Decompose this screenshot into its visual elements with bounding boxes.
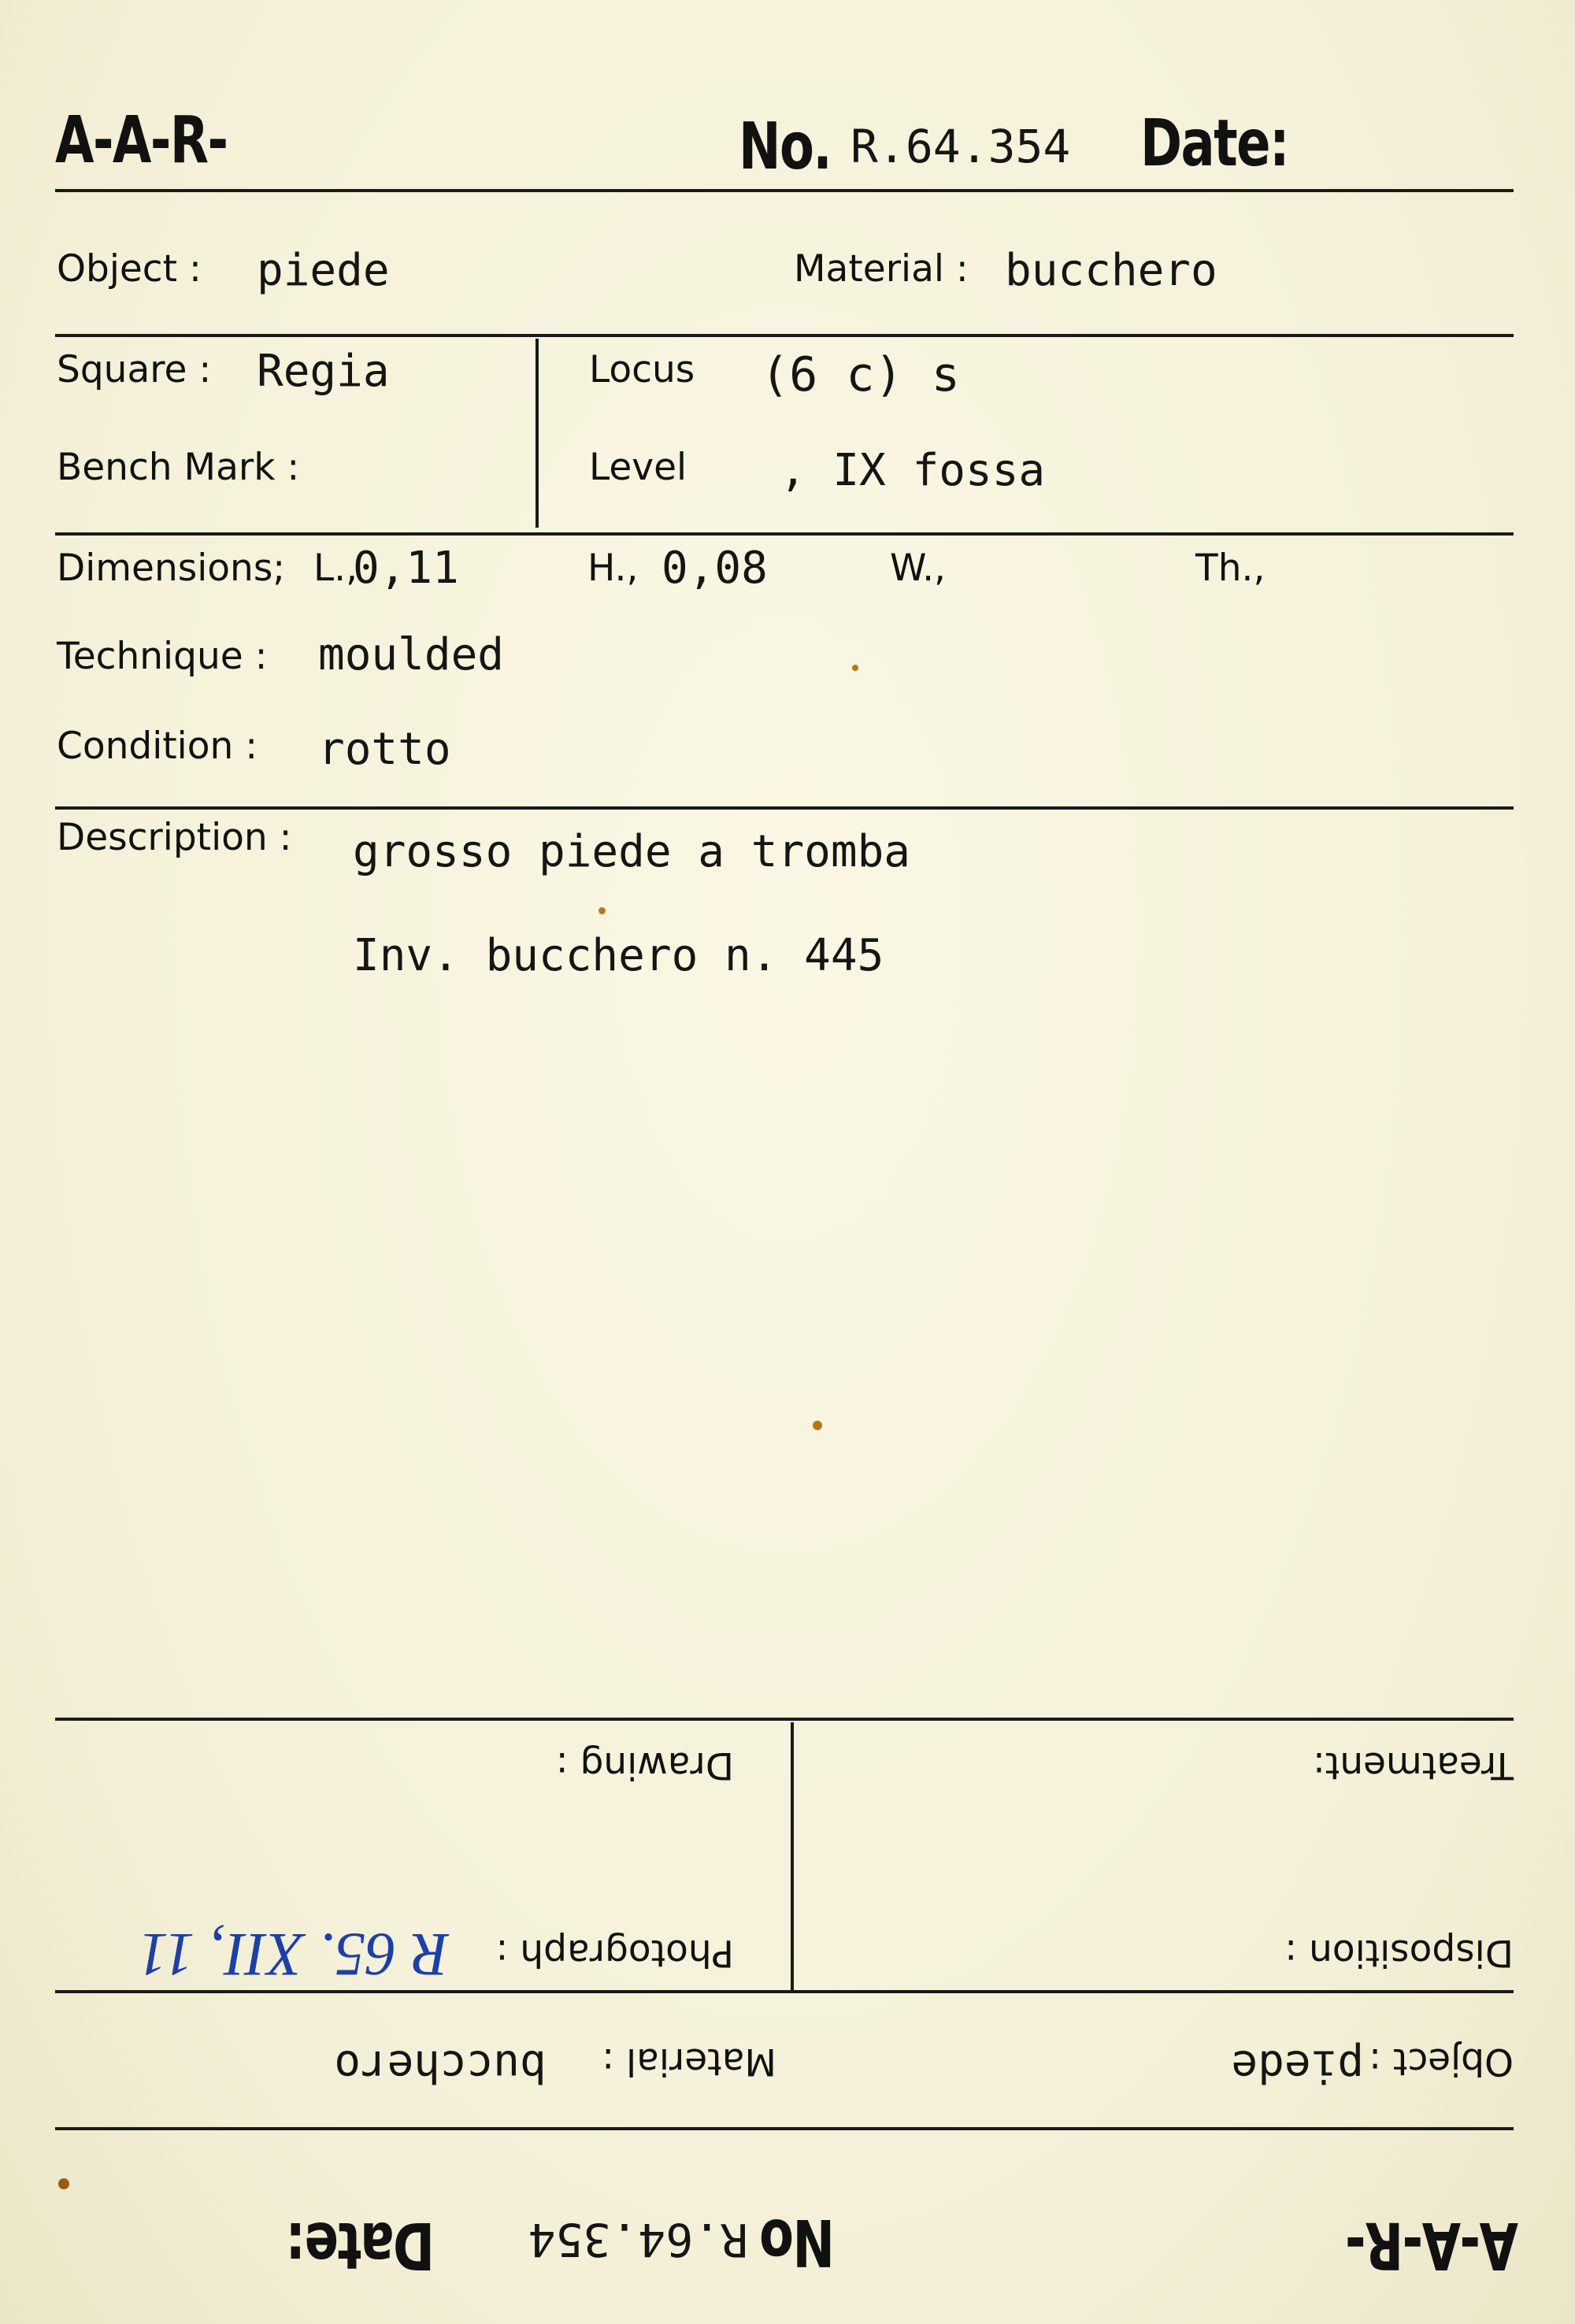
object-value-inverted: piede — [1231, 2040, 1364, 2092]
square-value: Regia — [257, 346, 390, 397]
thickness-label: Th., — [1195, 547, 1266, 590]
date-label-inverted: Date: — [287, 2207, 435, 2282]
disposition-label: Disposition : — [1284, 1931, 1514, 1974]
number-label-inverted: No — [760, 2204, 835, 2279]
catalog-number-inverted: R.64.354 — [528, 2213, 748, 2267]
description-line-1: grosso piede a tromba — [353, 826, 911, 877]
divider — [55, 806, 1514, 810]
object-label-inverted: Object : — [1369, 2040, 1514, 2083]
dimensions-label: Dimensions; — [57, 547, 286, 590]
object-value: piede — [257, 245, 390, 296]
inverted-section — [0, 1685, 1575, 2324]
square-label: Square : — [57, 348, 212, 391]
drawing-label: Drawing : — [555, 1744, 734, 1787]
level-label: Level — [589, 446, 687, 489]
divider — [791, 1722, 794, 1990]
bench-mark-label: Bench Mark : — [57, 446, 300, 489]
level-value: , IX fossa — [780, 445, 1046, 496]
stain — [852, 665, 858, 671]
divider — [55, 189, 1514, 192]
photograph-value: R 65. XII, 11 — [138, 1921, 449, 1989]
org-code: A-A-R- — [55, 103, 228, 178]
divider — [55, 1718, 1514, 1721]
material-value: bucchero — [1005, 245, 1217, 296]
length-value: 0,11 — [353, 543, 459, 594]
divider — [55, 334, 1514, 337]
technique-value: moulded — [318, 629, 505, 680]
condition-label: Condition : — [57, 725, 258, 768]
object-label: Object : — [57, 247, 202, 291]
stain — [598, 907, 606, 914]
stain — [813, 1421, 822, 1430]
length-label: L., — [313, 547, 358, 590]
description-label: Description : — [57, 816, 292, 859]
technique-label: Technique : — [57, 635, 268, 678]
height-label: H., — [587, 547, 639, 590]
photograph-label: Photograph : — [495, 1931, 734, 1974]
material-value-inverted: bucchero — [334, 2040, 547, 2092]
number-label: No. — [739, 109, 832, 184]
treatment-label: Treatment: — [1313, 1744, 1514, 1787]
divider — [55, 532, 1514, 536]
locus-value: (6 c) s — [761, 347, 960, 402]
divider — [55, 1990, 1514, 1993]
stain — [58, 2178, 69, 2189]
divider — [55, 2127, 1514, 2130]
material-label: Material : — [794, 247, 969, 291]
condition-value: rotto — [318, 724, 451, 775]
org-code-inverted: A-A-R- — [1346, 2207, 1518, 2282]
height-value: 0,08 — [662, 543, 768, 594]
date-label: Date: — [1140, 106, 1288, 181]
width-label: W., — [890, 547, 946, 590]
catalog-number: R.64.354 — [850, 120, 1071, 173]
divider — [536, 339, 539, 528]
locus-label: Locus — [589, 348, 695, 391]
material-label-inverted: Material : — [602, 2040, 776, 2083]
description-line-2: Inv. bucchero n. 445 — [353, 930, 884, 981]
